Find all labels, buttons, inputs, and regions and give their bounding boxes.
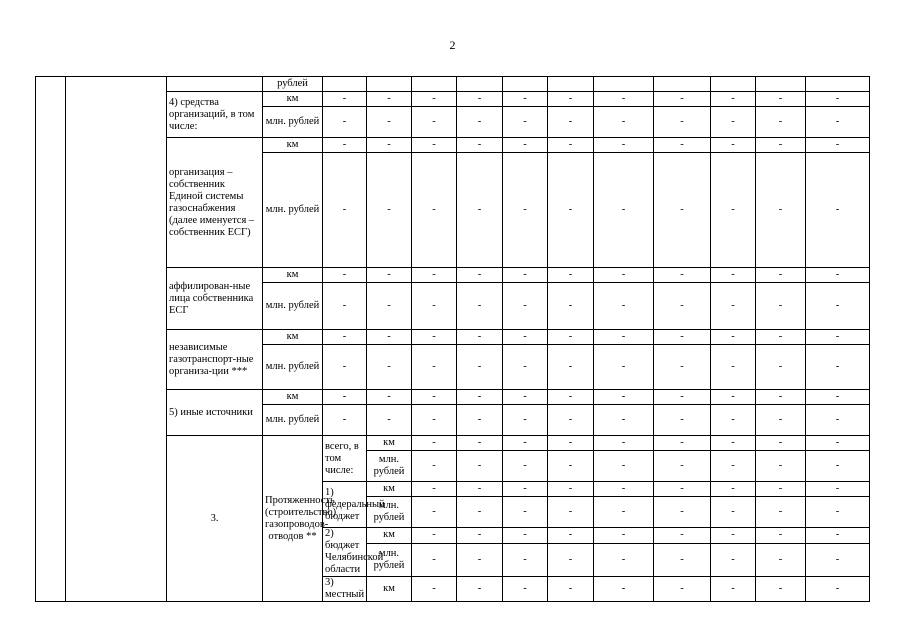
value-cell: - <box>756 283 806 330</box>
regional-budget-label: 2) бюджет Челябинской области <box>323 528 367 577</box>
value-cell: - <box>323 405 367 436</box>
unit-cell: рублей <box>263 77 323 92</box>
value-cell: - <box>654 345 711 390</box>
value-cell: - <box>654 482 711 497</box>
value-cell: - <box>457 528 503 544</box>
value-cell: - <box>548 543 594 576</box>
value-cell: - <box>711 268 756 283</box>
local-budget-label: 3) местный <box>323 577 367 602</box>
value-cell <box>594 77 654 92</box>
value-cell: - <box>756 345 806 390</box>
value-cell: - <box>457 107 503 138</box>
value-cell: - <box>323 283 367 330</box>
value-cell: - <box>806 390 870 405</box>
table-row <box>36 77 870 92</box>
value-cell: - <box>594 92 654 107</box>
value-cell: - <box>594 482 654 497</box>
value-cell: - <box>806 436 870 451</box>
value-cell: - <box>594 330 654 345</box>
value-cell: - <box>711 345 756 390</box>
value-cell: - <box>503 528 548 544</box>
value-cell: - <box>412 577 457 602</box>
value-cell: - <box>503 345 548 390</box>
value-cell: - <box>756 482 806 497</box>
value-cell: - <box>548 107 594 138</box>
value-cell: - <box>503 283 548 330</box>
value-cell: - <box>548 345 594 390</box>
value-cell: - <box>654 153 711 268</box>
value-cell: - <box>412 283 457 330</box>
value-cell <box>548 77 594 92</box>
owner-esg-label: организация – собственник Единой системы газоснабжения (далее именуется – собственник ЕСГ) <box>167 138 263 268</box>
value-cell: - <box>367 138 412 153</box>
value-cell: - <box>457 330 503 345</box>
value-cell: - <box>654 451 711 482</box>
value-cell: - <box>503 390 548 405</box>
value-cell: - <box>367 330 412 345</box>
value-cell: - <box>756 436 806 451</box>
value-cell: - <box>548 497 594 528</box>
value-cell: - <box>711 436 756 451</box>
value-cell: - <box>756 153 806 268</box>
value-cell <box>806 77 870 92</box>
value-cell: - <box>756 330 806 345</box>
value-cell: - <box>412 345 457 390</box>
value-cell: - <box>594 528 654 544</box>
value-cell: - <box>367 345 412 390</box>
value-cell: - <box>756 268 806 283</box>
value-cell: - <box>412 268 457 283</box>
unit-cell: млн. рублей <box>263 283 323 330</box>
value-cell: - <box>548 283 594 330</box>
value-cell: - <box>412 330 457 345</box>
value-cell: - <box>457 405 503 436</box>
value-cell: - <box>654 283 711 330</box>
value-cell: - <box>367 92 412 107</box>
value-cell: - <box>654 528 711 544</box>
value-cell: - <box>503 330 548 345</box>
value-cell: - <box>323 345 367 390</box>
unit-cell: км <box>263 390 323 405</box>
unit-cell: млн. рублей <box>263 405 323 436</box>
source-empty <box>167 77 263 92</box>
value-cell: - <box>323 92 367 107</box>
unit-cell: км <box>367 528 412 544</box>
value-cell <box>654 77 711 92</box>
value-cell: - <box>711 451 756 482</box>
value-cell: - <box>594 138 654 153</box>
value-cell: - <box>654 577 711 602</box>
value-cell: - <box>548 482 594 497</box>
unit-cell: км <box>263 268 323 283</box>
value-cell: - <box>594 451 654 482</box>
value-cell: - <box>548 405 594 436</box>
value-cell: - <box>503 405 548 436</box>
value-cell: - <box>412 451 457 482</box>
value-cell: - <box>654 138 711 153</box>
value-cell: - <box>806 330 870 345</box>
value-cell: - <box>457 153 503 268</box>
value-cell: - <box>412 92 457 107</box>
value-cell: - <box>548 436 594 451</box>
value-cell: - <box>756 577 806 602</box>
value-cell: - <box>367 390 412 405</box>
federal-budget-label: 1) федеральный бюджет <box>323 482 367 528</box>
value-cell: - <box>756 451 806 482</box>
value-cell: - <box>711 390 756 405</box>
value-cell: - <box>711 543 756 576</box>
value-cell: - <box>503 482 548 497</box>
value-cell: - <box>806 405 870 436</box>
value-cell: - <box>323 390 367 405</box>
value-cell: - <box>756 92 806 107</box>
value-cell: - <box>756 497 806 528</box>
value-cell: - <box>594 345 654 390</box>
value-cell: - <box>806 451 870 482</box>
value-cell: - <box>594 390 654 405</box>
value-cell: - <box>457 577 503 602</box>
value-cell: - <box>806 107 870 138</box>
value-cell: - <box>503 92 548 107</box>
value-cell: - <box>503 153 548 268</box>
value-cell: - <box>548 528 594 544</box>
value-cell: - <box>503 543 548 576</box>
value-cell: - <box>806 92 870 107</box>
value-cell <box>711 77 756 92</box>
value-cell: - <box>323 330 367 345</box>
value-cell: - <box>503 436 548 451</box>
value-cell: - <box>503 451 548 482</box>
unit-cell: млн. рублей <box>263 107 323 138</box>
unit-cell: км <box>263 138 323 153</box>
value-cell: - <box>711 92 756 107</box>
affiliated-label: аффилирован-ные лица собственника ЕСГ <box>167 268 263 330</box>
value-cell: - <box>457 345 503 390</box>
value-cell: - <box>654 405 711 436</box>
value-cell: - <box>806 577 870 602</box>
value-cell: - <box>806 528 870 544</box>
value-cell: - <box>323 107 367 138</box>
value-cell: - <box>367 153 412 268</box>
value-cell: - <box>806 482 870 497</box>
value-cell: - <box>367 405 412 436</box>
unit-cell: млн. рублей <box>263 345 323 390</box>
value-cell: - <box>711 283 756 330</box>
value-cell: - <box>457 138 503 153</box>
other-sources-label: 5) иные источники <box>167 390 263 436</box>
value-cell: - <box>412 497 457 528</box>
value-cell: - <box>367 107 412 138</box>
value-cell: - <box>756 528 806 544</box>
value-cell: - <box>412 436 457 451</box>
value-cell <box>367 77 412 92</box>
value-cell: - <box>806 153 870 268</box>
value-cell: - <box>756 138 806 153</box>
value-cell <box>412 77 457 92</box>
value-cell: - <box>594 268 654 283</box>
value-cell: - <box>806 497 870 528</box>
value-cell <box>503 77 548 92</box>
value-cell: - <box>654 107 711 138</box>
page-number: 2 <box>449 38 456 52</box>
value-cell: - <box>457 283 503 330</box>
value-cell: - <box>594 497 654 528</box>
value-cell: - <box>548 390 594 405</box>
value-cell: - <box>594 153 654 268</box>
value-cell: - <box>654 92 711 107</box>
value-cell: - <box>711 482 756 497</box>
value-cell <box>323 77 367 92</box>
value-cell: - <box>711 138 756 153</box>
unit-cell: млн. рублей <box>367 497 412 528</box>
value-cell: - <box>457 390 503 405</box>
value-cell: - <box>503 138 548 153</box>
value-cell: - <box>594 107 654 138</box>
value-cell: - <box>806 283 870 330</box>
value-cell: - <box>594 436 654 451</box>
value-cell: - <box>412 390 457 405</box>
section-number: 3. <box>167 436 263 602</box>
value-cell: - <box>457 92 503 107</box>
value-cell: - <box>548 577 594 602</box>
unit-cell: км <box>367 482 412 497</box>
value-cell: - <box>503 497 548 528</box>
independent-label: независимые газотранспорт-ные организа-ции *** <box>167 330 263 390</box>
value-cell <box>457 77 503 92</box>
row-number-empty <box>36 77 66 602</box>
value-cell: - <box>654 390 711 405</box>
value-cell <box>756 77 806 92</box>
value-cell: - <box>806 543 870 576</box>
value-cell: - <box>548 138 594 153</box>
unit-cell: млн. рублей <box>263 153 323 268</box>
value-cell: - <box>367 283 412 330</box>
value-cell: - <box>711 497 756 528</box>
value-cell: - <box>756 107 806 138</box>
value-cell: - <box>654 436 711 451</box>
value-cell: - <box>503 268 548 283</box>
value-cell: - <box>548 330 594 345</box>
section-name: Протяженность (строительство) газопроводов-отводов ** <box>263 436 323 602</box>
value-cell: - <box>711 528 756 544</box>
value-cell: - <box>367 268 412 283</box>
value-cell: - <box>503 577 548 602</box>
org-funds-label: 4) средства организаций, в том числе: <box>167 92 263 138</box>
value-cell: - <box>548 92 594 107</box>
value-cell: - <box>548 451 594 482</box>
value-cell: - <box>711 107 756 138</box>
value-cell: - <box>806 345 870 390</box>
value-cell: - <box>323 138 367 153</box>
value-cell: - <box>412 405 457 436</box>
unit-cell: км <box>263 92 323 107</box>
row-name-empty <box>66 77 167 602</box>
unit-cell: км <box>367 436 412 451</box>
value-cell: - <box>548 268 594 283</box>
value-cell: - <box>756 543 806 576</box>
value-cell: - <box>711 577 756 602</box>
value-cell: - <box>412 543 457 576</box>
value-cell: - <box>756 390 806 405</box>
value-cell: - <box>594 283 654 330</box>
value-cell: - <box>503 107 548 138</box>
value-cell: - <box>594 543 654 576</box>
value-cell: - <box>457 497 503 528</box>
value-cell: - <box>654 543 711 576</box>
value-cell: - <box>412 482 457 497</box>
value-cell: - <box>457 543 503 576</box>
value-cell: - <box>323 153 367 268</box>
value-cell: - <box>654 330 711 345</box>
value-cell: - <box>457 482 503 497</box>
value-cell: - <box>756 405 806 436</box>
financing-table <box>35 76 870 602</box>
value-cell: - <box>654 497 711 528</box>
value-cell: - <box>806 268 870 283</box>
value-cell: - <box>654 268 711 283</box>
value-cell: - <box>594 405 654 436</box>
value-cell: - <box>711 153 756 268</box>
value-cell: - <box>457 451 503 482</box>
value-cell: - <box>711 405 756 436</box>
value-cell: - <box>412 107 457 138</box>
value-cell: - <box>412 138 457 153</box>
value-cell: - <box>548 153 594 268</box>
value-cell: - <box>806 138 870 153</box>
value-cell: - <box>457 436 503 451</box>
value-cell: - <box>594 577 654 602</box>
value-cell: - <box>323 268 367 283</box>
unit-cell: млн. рублей <box>367 543 412 576</box>
value-cell: - <box>457 268 503 283</box>
value-cell: - <box>711 330 756 345</box>
unit-cell: км <box>367 577 412 602</box>
value-cell: - <box>412 153 457 268</box>
value-cell: - <box>412 528 457 544</box>
unit-cell: км <box>263 330 323 345</box>
unit-cell: млн. рублей <box>367 451 412 482</box>
total-label: всего, в том числе: <box>323 436 367 482</box>
